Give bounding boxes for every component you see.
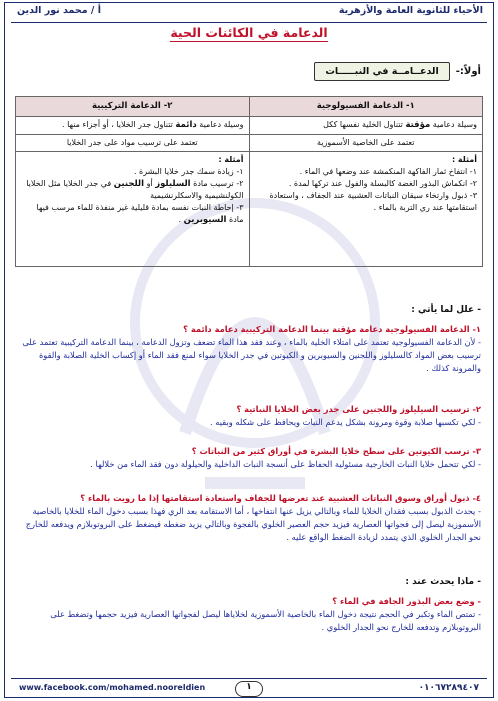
footer-website-link[interactable]: www.facebook.com/mohamed.nooreldien [19, 683, 206, 692]
reason-4: ٤- ذبول أوراق وسوق النباتات العشبية عند تعرضها للجفاف واستعادة استقامتها إذا ما رويت بالماء ؟ - يحدث الذبول بسبب فقدان الخلايا للماء وبالتالي يزيل عنها انتفاخها ، أما الاستقامة بعد الري فهذا بسبب دخول الماء للخلايا بالخاصية الأسموزية ليصل إلى فجواتها العصارية فيزيد حجم العصير الخلوي بالفجوة وبالتالي يزيد ضغطه فيضغط على البروتوبلازم ويدفعه للخارج نحو الجدار الخلوي الذي يتمدد لزيادة الضغط الواقع عليه . [25, 493, 481, 542]
r1c1: وسيلة دعامية مؤقتة تتناول الخلية نفسها ككل [249, 116, 483, 134]
r2c1: تعتمد على الخاصية الأسموزية [249, 134, 483, 151]
r2c2: تعتمد على ترسيب مواد على جدر الخلايا [16, 134, 250, 151]
page-title: الدعامة في الكائنات الحية [170, 25, 328, 40]
page-header [5, 3, 493, 25]
footer-divider [11, 678, 487, 679]
reason-1: ١- الدعامة الفسيولوجية دعامة مؤقتة بينما الدعامة التركيبية دعامة دائمة ؟ - لأن الدعامة الفسيولوجية تعتمد على امتلاء الخلية بالماء ، وعند فقد هذا الماء تضعف وتزول الدعامة ، بينما الدعامة التركيبية تعتمد على ترسيب بعض المواد كالسليلوز واللجنين والسيوبرين و الكيوتين في جدر الخلايا سواء لمنع فقد الماء أو إكساب الخلية الصلابة والقوة والمرونة كذلك . [22, 324, 481, 373]
what-happens-heading: - ماذا يحدث عند : [405, 577, 481, 587]
what-happens-1: - وضع بعض البذور الجافة في الماء ؟ - تمتص الماء وتكبر في الحجم نتيجة دخول الماء بالخاصية الأسموزية لخلاياها ليصل لفجواتها العصارية فيزيد حجمها وتضغط على البروتوبلازم وتدفعه للخارج نحو الجدار الخلوي . [50, 596, 481, 632]
col2-head: ٢- الدعامة التركيبية [16, 97, 250, 117]
comparison-table [15, 96, 483, 267]
page [4, 2, 494, 698]
c1-examples: أمثلة : ١- انتفاخ ثمار الفاكهة المنكمشة عند وضعها في الماء . ٢- انكماش البذور الغضة كالبسلة والفول عند تركها لمدة . ٣- ذبول وارتخاء سيقان النباتات العشبية عند الجفاف ، واستعادة استقامتها عند ري التربة بالماء . [249, 151, 483, 266]
r1c2: وسيلة دعامية دائمة تتناول جدر الخلايا ، أو أجزاء منها . [16, 116, 250, 134]
section-heading [314, 59, 481, 83]
page-footer [5, 683, 493, 697]
col1-head: ١- الدعامة الفسيولوجية [249, 97, 483, 117]
header-teacher: أ / محمد نور الدين [17, 5, 101, 16]
footer-phone: ٠١٠٦٧٢٨٩٤٠٧ [418, 683, 479, 693]
reason-3: ٣- ترسب الكيوتين على سطح خلايا البشرة في أوراق كثير من النباتات ؟ - لكي تتحمل خلايا النبات الخارجية مسئولية الحفاظ على أنسجة النبات الداخلية والحيلولة دون فقد الماء من خلالها . [90, 446, 481, 469]
header-divider [11, 22, 487, 23]
header-subject: الأحياء للثانوية العامة والأزهرية [338, 5, 483, 16]
section-number: أولاً:- [455, 65, 481, 77]
reasons-heading: - علل لما يأتي : [411, 305, 481, 315]
reason-2: ٢- ترسيب السيليلوز واللجنين على جدر بعض الخلايا النباتية ؟ - لكي تكسبها صلابة وقوة ومرونة بشكل يدعم النبات ويحافظ على شكله وبقيه . [210, 404, 481, 427]
page-number: ١ [235, 681, 263, 697]
c2-examples: أمثلة : ١- زيادة سمك جدر خلايا البشرة . ٢- ترسيب مادة السليلوز أو اللجنين في جدر الخلايا مثل الخلايا الكولنشيمية والاسكلرنشيمية ٣- إحاطة النبات نفسه بمادة قليلية غير منفذة للماء مرسب فيها مادة السيوبرين . [16, 151, 250, 266]
section-label: الدعــامــة في النبـــــات [314, 62, 449, 81]
